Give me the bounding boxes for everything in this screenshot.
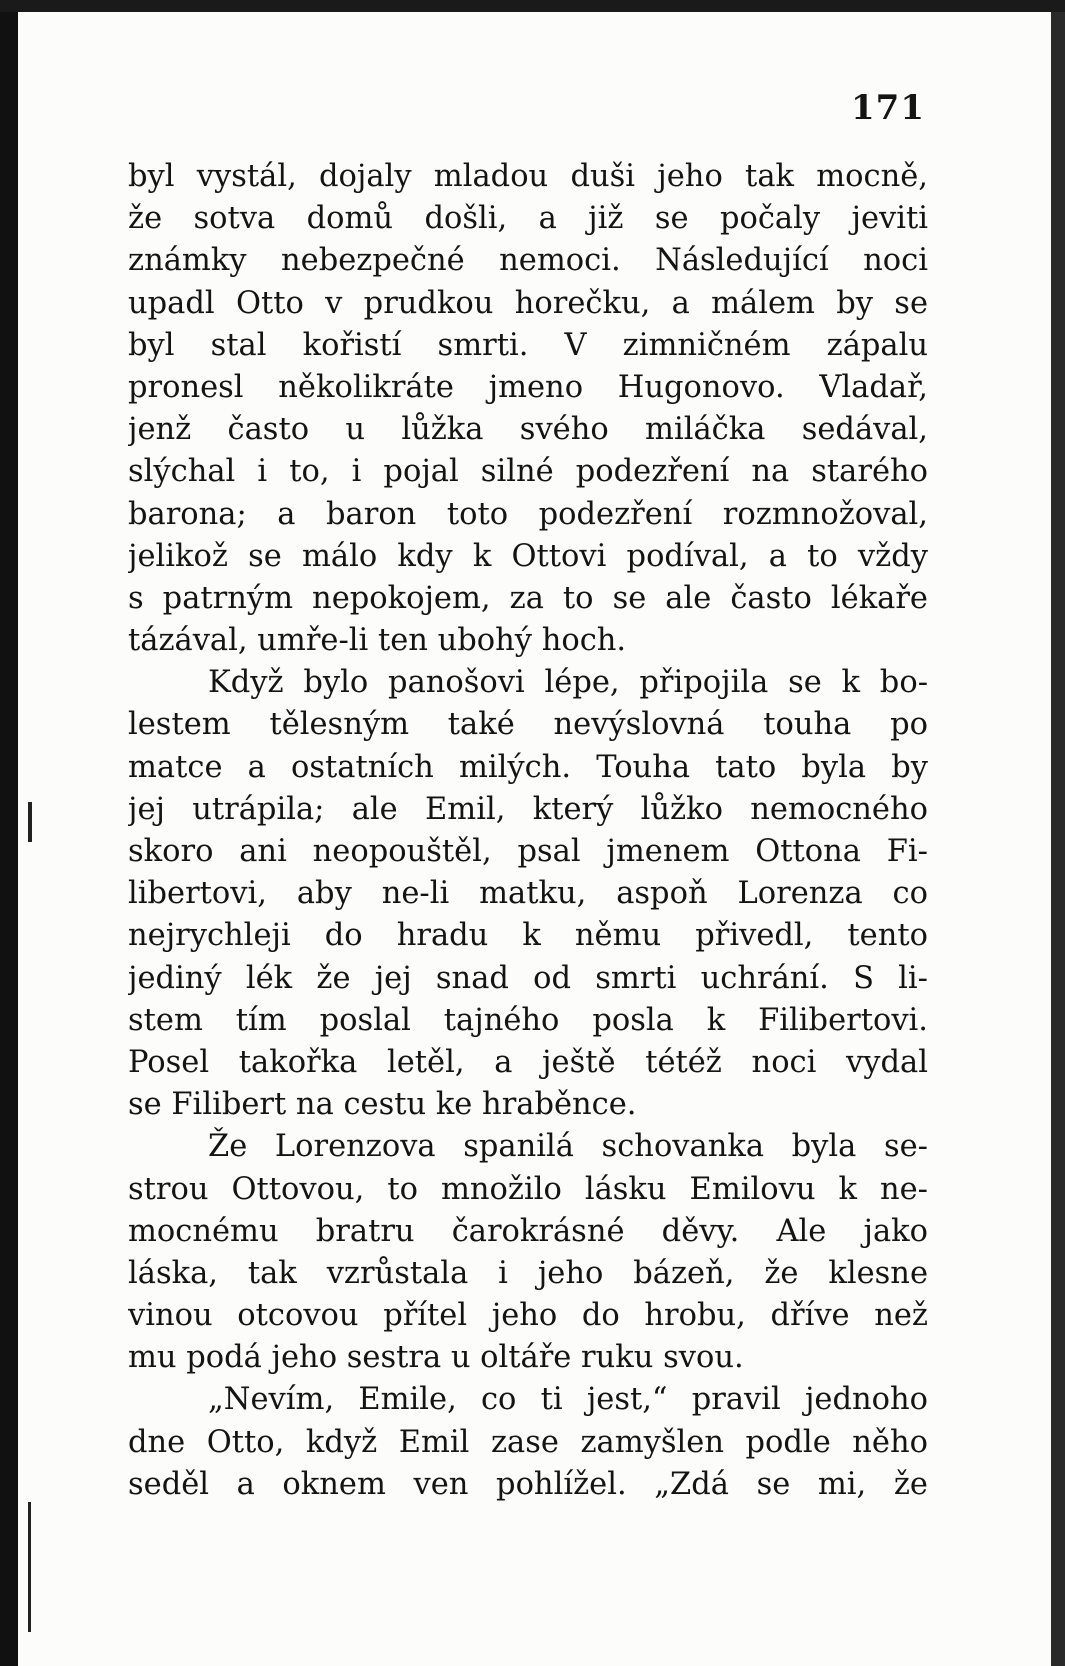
text-line: jej utrápila; ale Emil, který lůžko nemocného bbox=[128, 791, 928, 827]
body-text bbox=[128, 156, 928, 1506]
text-line: strou Ottovou, to množilo lásku Emilovu k ne- bbox=[128, 1171, 928, 1207]
scan-right-edge bbox=[1051, 12, 1065, 1666]
text-line: byl stal kořistí smrti. V zimničném zápalu bbox=[128, 327, 928, 363]
text-line: že sotva domů došli, a již se počaly jeviti bbox=[128, 201, 928, 237]
text-line: seděl a oknem ven pohlížel. „Zdá se mi, že bbox=[128, 1466, 928, 1502]
text-line: barona; a baron toto podezření rozmnožoval, bbox=[128, 496, 928, 532]
scan-top-edge bbox=[0, 0, 1065, 12]
text-line: matce a ostatních milých. Touha tato byla by bbox=[128, 749, 928, 785]
text-line: slýchal i to, i pojal silné podezření na starého bbox=[128, 454, 928, 490]
text-line: skoro ani neopouštěl, psal jmenem Ottona Fi- bbox=[128, 834, 928, 869]
page-number: 171 bbox=[851, 88, 925, 128]
text-line: byl vystál, dojaly mladou duši jeho tak mocně, bbox=[128, 159, 928, 194]
text-line: „Nevím, Emile, co ti jest,“ pravil jednoho bbox=[208, 1382, 928, 1418]
text-line: upadl Otto v prudkou horečku, a málem by se bbox=[128, 285, 928, 321]
text-line: stem tím poslal tajného posla k Filibertovi. bbox=[128, 1002, 928, 1038]
text-line: lestem tělesným také nevýslovná touha po bbox=[128, 707, 928, 743]
text-line: vinou otcovou přítel jeho do hrobu, dříve než bbox=[128, 1298, 928, 1334]
margin-mark bbox=[28, 802, 32, 842]
text-line: se Filibert na cestu ke hraběnce. bbox=[128, 1087, 637, 1123]
text-line: jelikož se málo kdy k Ottovi podíval, a to vždy bbox=[128, 538, 928, 574]
text-line: Že Lorenzova spanilá schovanka byla se- bbox=[208, 1129, 928, 1165]
text-line: známky nebezpečné nemoci. Následující noci bbox=[128, 243, 928, 279]
text-line: pronesl několikráte jmeno Hugonovo. Vladař, bbox=[128, 369, 928, 405]
text-line: láska, tak vzrůstala i jeho bázeň, že klesne bbox=[128, 1255, 928, 1291]
scan-left-edge bbox=[0, 12, 18, 1666]
margin-mark-lower bbox=[28, 1502, 31, 1632]
text-line: jediný lék že jej snad od smrti uchrání. S li- bbox=[128, 960, 928, 996]
text-line: mocnému bratru čarokrásné děvy. Ale jako bbox=[128, 1213, 928, 1249]
text-line: jenž často u lůžka svého miláčka sedával, bbox=[128, 412, 928, 448]
text-line: libertovi, aby ne-li matku, aspoň Lorenza co bbox=[128, 876, 928, 912]
text-line: Posel takořka letěl, a ještě tétéž noci vydal bbox=[128, 1044, 928, 1080]
text-line: nejrychleji do hradu k němu přivedl, tento bbox=[128, 918, 928, 954]
text-line: dne Otto, když Emil zase zamyšlen podle něho bbox=[128, 1424, 928, 1460]
text-line: tázával, umře-li ten ubohý hoch. bbox=[128, 623, 627, 659]
text-line: s patrným nepokojem, za to se ale často lékaře bbox=[128, 580, 928, 616]
text-line: Když bylo panošovi lépe, připojila se k bo- bbox=[208, 665, 928, 701]
text-line: mu podá jeho sestra u oltáře ruku svou. bbox=[128, 1340, 744, 1376]
